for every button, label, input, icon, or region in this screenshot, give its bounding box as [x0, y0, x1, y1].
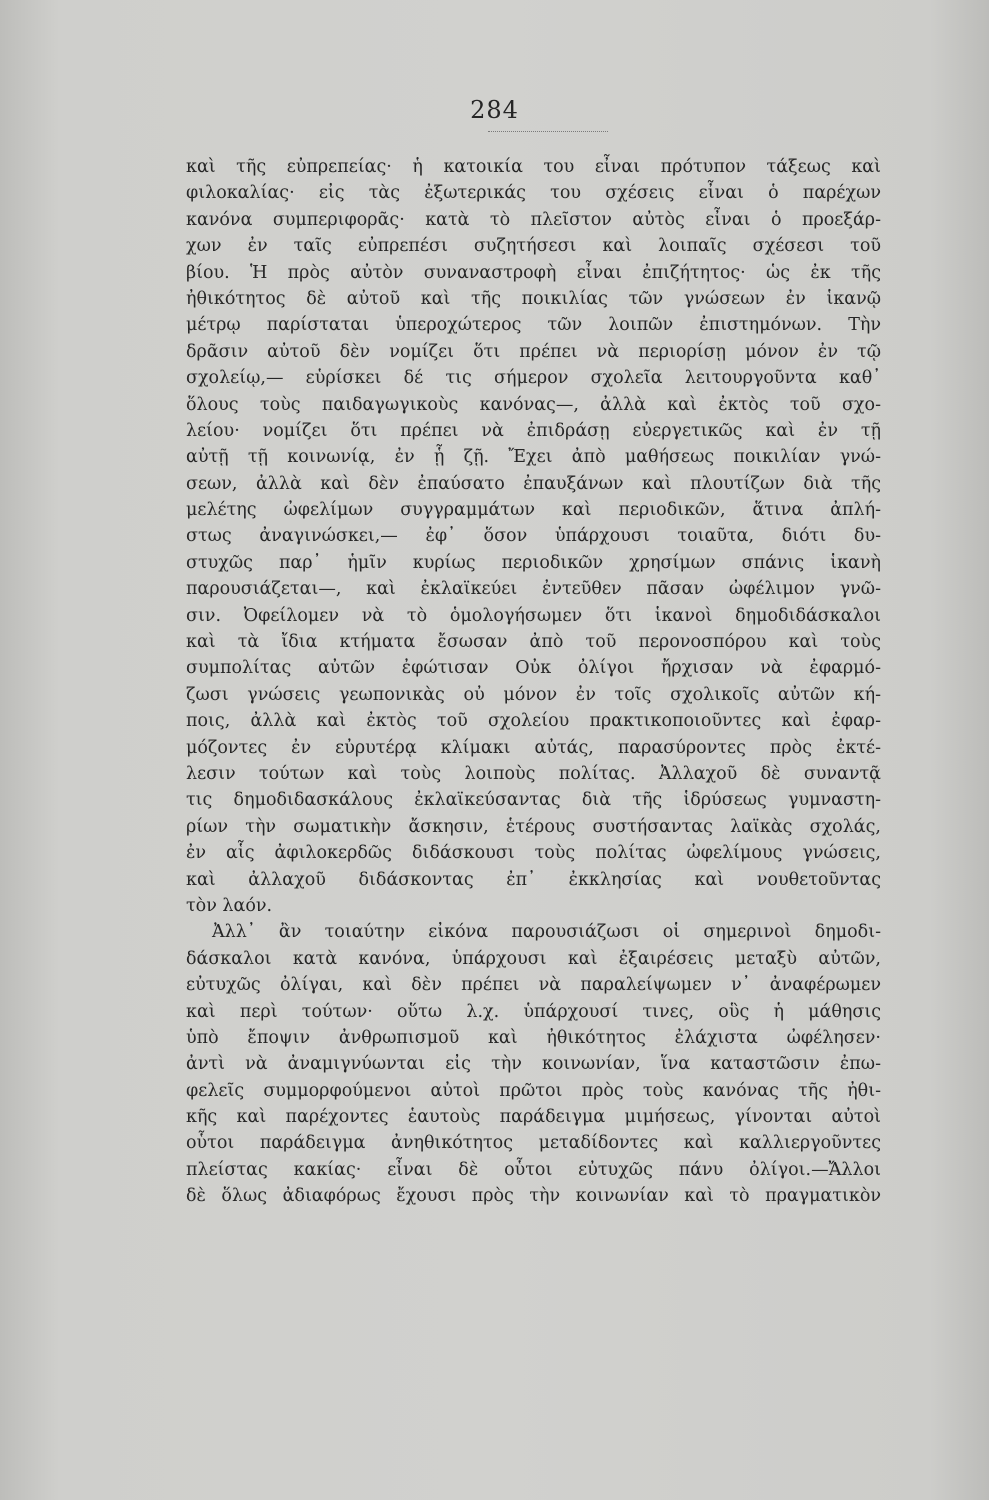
text-line: λείου· νομίζει ὅτι πρέπει νὰ ἐπιδράσῃ εὐεργετικῶς καὶ ἐν τῇ	[186, 420, 881, 441]
text-line: μέτρῳ παρίσταται ὑπεροχώτερος τῶν λοιπῶν ἐπιστημόνων. Τὴν	[186, 315, 881, 336]
text-line: τὸν λαόν.	[186, 895, 273, 916]
text-line: ἀντὶ νὰ ἀναμιγνύωνται εἰς τὴν κοινωνίαν, ἵνα καταστῶσιν ἐπω-	[186, 1054, 881, 1075]
text-line: Ἀλλ᾽ ἂν τοιαύτην εἰκόνα παρουσιάζωσι οἱ σημερινοὶ δημοδι-	[212, 922, 881, 943]
text-line: ὅλους τοὺς παιδαγωγικοὺς κανόνας—, ἀλλὰ καὶ ἐκτὸς τοῦ σχο-	[186, 394, 881, 415]
text-line: εὐτυχῶς ὀλίγαι, καὶ δὲν πρέπει νὰ παραλείψωμεν ν᾽ ἀναφέρωμεν	[186, 975, 881, 996]
page-number: 284	[470, 96, 519, 124]
text-line: ποις, ἀλλὰ καὶ ἐκτὸς τοῦ σχολείου πρακτικοποιοῦντες καὶ ἐφαρ-	[186, 711, 881, 732]
text-line: πλείστας κακίας· εἶναι δὲ οὗτοι εὐτυχῶς πάνυ ὀλίγοι.—Ἄλλοι	[186, 1159, 881, 1180]
text-line: φελεῖς συμμορφούμενοι αὐτοὶ πρῶτοι πρὸς τοὺς κανόνας τῆς ἠθι-	[186, 1080, 881, 1101]
text-line: κῆς καὶ παρέχοντες ἑαυτοὺς παράδειγμα μιμήσεως, γίνονται αὐτοὶ	[186, 1107, 881, 1128]
text-line: αὐτῇ τῇ κοινωνίᾳ, ἐν ᾗ ζῇ. Ἔχει ἀπὸ μαθήσεως ποικιλίαν γνώ-	[186, 447, 881, 468]
text-line: καὶ τὰ ἴδια κτήματα ἔσωσαν ἀπὸ τοῦ περονοσπόρου καὶ τοὺς	[186, 632, 881, 653]
text-line: ὑπὸ ἔποψιν ἀνθρωπισμοῦ καὶ ἠθικότητος ἐλάχιστα ὠφέλησεν·	[186, 1027, 881, 1048]
text-line: δάσκαλοι κατὰ κανόνα, ὑπάρχουσι καὶ ἐξαιρέσεις μεταξὺ αὐτῶν,	[186, 948, 881, 969]
text-line: δρᾶσιν αὐτοῦ δὲν νομίζει ὅτι πρέπει νὰ περιορίσῃ μόνον ἐν τῷ	[186, 341, 881, 362]
text-line: στως ἀναγινώσκει,— ἐφ᾽ ὅσον ὑπάρχουσι τοιαῦτα, διότι δυ-	[186, 526, 881, 547]
text-line: τις δημοδιδασκάλους ἐκλαϊκεύσαντας διὰ τῆς ἱδρύσεως γυμναστη-	[186, 790, 881, 811]
text-line: σχολείῳ,— εὑρίσκει δέ τις σήμερον σχολεῖα λειτουργοῦντα καθ᾽	[186, 368, 881, 389]
header-rule	[488, 131, 608, 132]
text-line: παρουσιάζεται—, καὶ ἐκλαϊκεύει ἐντεῦθεν πᾶσαν ὠφέλιμον γνῶ-	[186, 579, 881, 600]
text-line: χων ἐν ταῖς εὐπρεπέσι συζητήσεσι καὶ λοιπαῖς σχέσεσι τοῦ	[186, 236, 881, 257]
text-line: στυχῶς παρ᾽ ἡμῖν κυρίως περιοδικῶν χρησίμων σπάνις ἱκανὴ	[186, 552, 881, 573]
text-line: οὗτοι παράδειγμα ἀνηθικότητος μεταδίδοντες καὶ καλλιεργοῦντες	[186, 1133, 881, 1154]
body-text	[186, 154, 881, 1210]
text-line: λεσιν τούτων καὶ τοὺς λοιποὺς πολίτας. Ἀλλαχοῦ δὲ συναντᾷ	[186, 763, 881, 784]
text-line: σεων, ἀλλὰ καὶ δὲν ἐπαύσατο ἐπαυξάνων καὶ πλουτίζων διὰ τῆς	[186, 473, 881, 494]
text-line: καὶ τῆς εὐπρεπείας· ἡ κατοικία του εἶναι πρότυπον τάξεως καὶ	[186, 157, 881, 177]
text-line: καὶ ἀλλαχοῦ διδάσκοντας ἐπ᾽ ἐκκλησίας καὶ νουθετοῦντας	[186, 869, 881, 890]
text-line: βίου. Ἡ πρὸς αὐτὸν συναναστροφὴ εἶναι ἐπιζήτητος· ὡς ἐκ τῆς	[186, 262, 881, 283]
text-line: μόζοντες ἐν εὐρυτέρᾳ κλίμακι αὐτάς, παρασύροντες πρὸς ἐκτέ-	[186, 737, 881, 758]
text-line: ζωσι γνώσεις γεωπονικὰς οὐ μόνον ἐν τοῖς σχολικοῖς αὐτῶν κή-	[186, 684, 881, 705]
text-line: μελέτης ὠφελίμων συγγραμμάτων καὶ περιοδικῶν, ἅτινα ἀπλή-	[186, 500, 881, 521]
text-line: κανόνα συμπεριφορᾶς· κατὰ τὸ πλεῖστον αὐτὸς εἶναι ὁ προεξάρ-	[186, 209, 881, 230]
text-line: δὲ ὅλως ἀδιαφόρως ἔχουσι πρὸς τὴν κοινωνίαν καὶ τὸ πραγματικὸν	[186, 1186, 881, 1207]
text-line: ρίων τὴν σωματικὴν ἄσκησιν, ἑτέρους συστήσαντας λαϊκὰς σχολάς,	[186, 816, 881, 837]
text-line: συμπολίτας αὐτῶν ἐφώτισαν Οὐκ ὀλίγοι ἤρχισαν νὰ ἐφαρμό-	[186, 658, 881, 679]
text-line: καὶ περὶ τούτων· οὕτω λ.χ. ὑπάρχουσί τινες, οὓς ἡ μάθησις	[186, 1001, 881, 1022]
text-line: ἐν αἷς ἀφιλοκερδῶς διδάσκουσι τοὺς πολίτας ὠφελίμους γνώσεις,	[186, 843, 881, 864]
text-line: σιν. Ὀφείλομεν νὰ τὸ ὁμολογήσωμεν ὅτι ἱκανοὶ δημοδιδάσκαλοι	[186, 605, 881, 626]
text-line: φιλοκαλίας· εἰς τὰς ἐξωτερικάς του σχέσεις εἶναι ὁ παρέχων	[186, 183, 881, 204]
text-line: ἠθικότητος δὲ αὐτοῦ καὶ τῆς ποικιλίας τῶν γνώσεων ἐν ἱκανῷ	[186, 288, 881, 309]
